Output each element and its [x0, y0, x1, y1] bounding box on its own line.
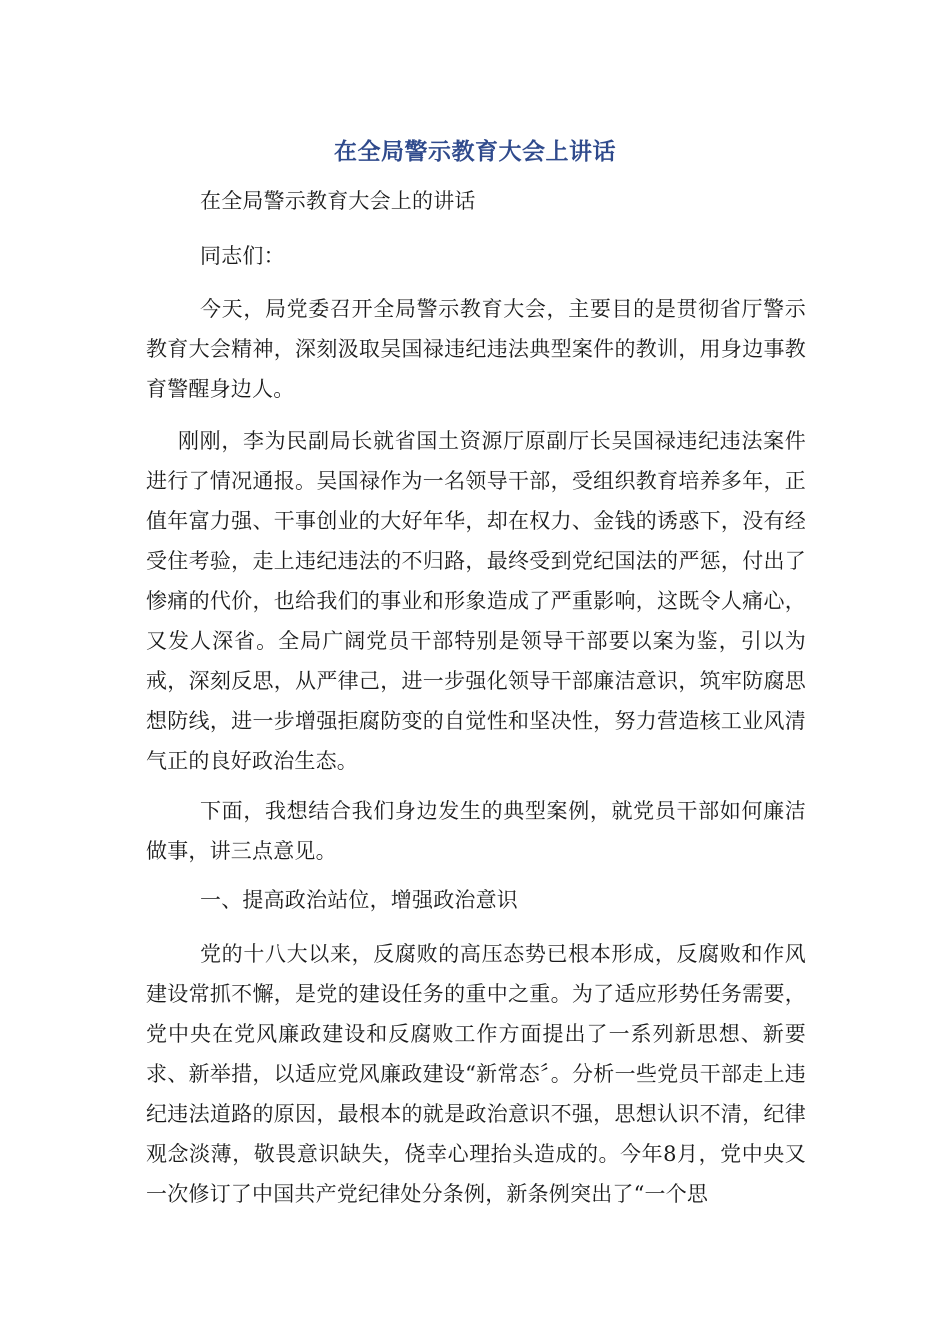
intro-paragraph: 今天，局党委召开全局警示教育大会，主要目的是贯彻省厅警示教育大会精神，深刻汲取吴国禄违纪违法典型案件的教训，用身边事教育警醒身边人。 [146, 297, 806, 401]
subtitle-paragraph: 在全局警示教育大会上的讲话 [200, 189, 476, 213]
case-briefing-paragraph: 刚刚，李为民副局长就省国土资源厅原副厅长吴国禄违纪违法案件进行了情况通报。吴国禄作为一名领导干部，受组织教育培养多年，正值年富力强、干事创业的大好年华，却在权力、金钱的诱惑下，没有经受住考验，走上违纪违法的不归路，最终受到党纪国法的严惩，付出了惨痛的代价，也给我们的事业和形象造成了严重影响，这既令人痛心，又发人深省。全局广阔党员干部特别是领导干部要以案为鉴，引以为戒，深刻反思，从严律己，进一步强化领导干部廉洁意识，筑牢防腐思想防线，进一步增强拒腐防变的自觉性和坚决性，努力营造核工业风清气正的良好政治生态。 [146, 429, 806, 773]
document-title: 在全局警示教育大会上讲话 [334, 139, 616, 165]
salutation-paragraph: 同志们： [200, 244, 285, 268]
section-1-body-paragraph: 党的十八大以来，反腐败的高压态势已根本形成，反腐败和作风建设常抓不懈，是党的建设任务的重中之重。为了适应形势任务需要，党中央在党风廉政建设和反腐败工作方面提出了一系列新思想、新要求、新举措，以适应党风廉政建设“新常态〞。分析一些党员干部走上违纪违法道路的原因，最根本的就是政治意识不强，思想认识不清，纪律观念淡薄，敬畏意识缺失，侥幸心理抬头造成的。今年8月，党中央又一次修订了中国共产党纪律处分条例，新条例突出了“一个思 [146, 942, 806, 1206]
section-heading-1: 一、提高政治站位，增强政治意识 [200, 888, 518, 912]
outline-paragraph: 下面，我想结合我们身边发生的典型案例，就党员干部如何廉洁做事，讲三点意见。 [146, 799, 806, 863]
